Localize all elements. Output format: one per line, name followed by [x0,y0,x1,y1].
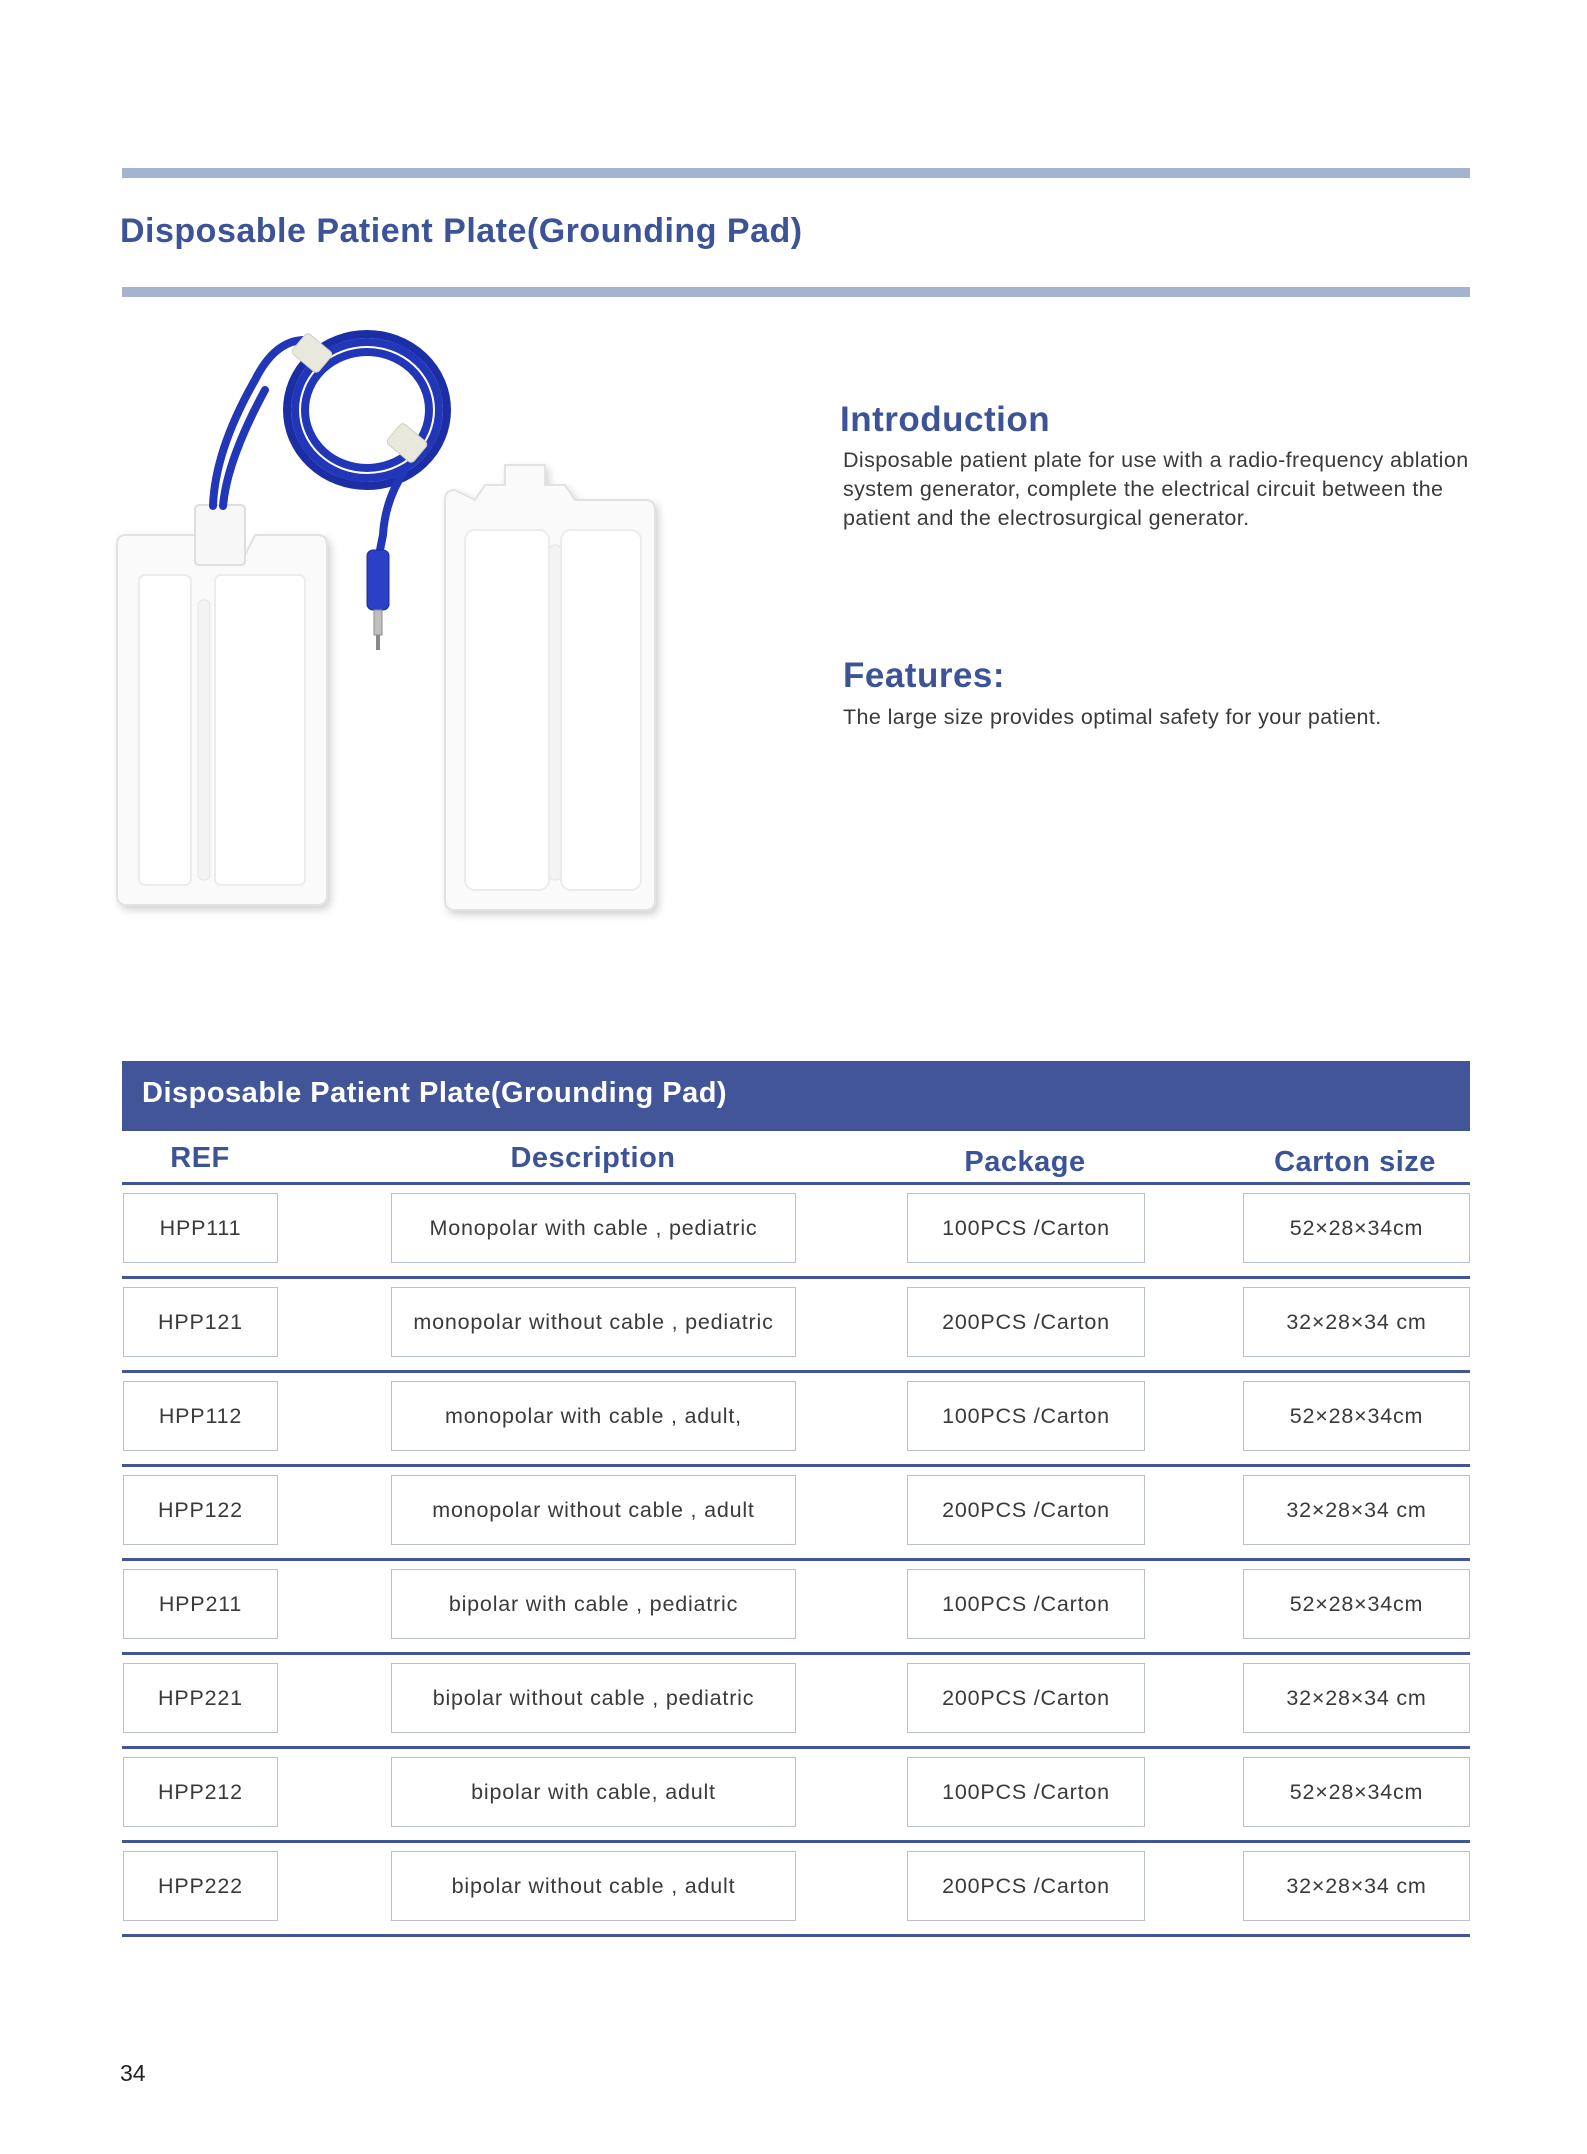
row-divider [122,1840,1470,1843]
cell-description: monopolar without cable , adult [391,1475,796,1545]
page-title: Disposable Patient Plate(Grounding Pad) [120,212,803,250]
features-heading: Features: [843,656,1006,695]
table-banner [122,1061,1470,1131]
cell-ref: HPP121 [123,1287,278,1357]
cell-package: 200PCS /Carton [907,1851,1145,1921]
introduction-heading: Introduction [840,400,1051,439]
column-header-package: Package [964,1146,1086,1178]
features-text: The large size provides optimal safety for your patient. [843,705,1382,729]
cell-carton-size: 52×28×34cm [1243,1569,1470,1639]
column-header-ref: REF [170,1142,230,1174]
cell-package: 100PCS /Carton [907,1381,1145,1451]
cell-carton-size: 32×28×34 cm [1243,1851,1470,1921]
cell-description: monopolar with cable , adult, [391,1381,796,1451]
row-divider [122,1464,1470,1467]
title-divider [122,287,1470,297]
page-number: 34 [120,2060,146,2086]
cell-ref: HPP112 [123,1381,278,1451]
row-divider [122,1276,1470,1279]
cell-carton-size: 32×28×34 cm [1243,1287,1470,1357]
cell-package: 100PCS /Carton [907,1757,1145,1827]
column-header-carton-size: Carton size [1274,1146,1436,1178]
cell-package: 200PCS /Carton [907,1475,1145,1545]
top-divider [122,168,1470,178]
cell-description: Monopolar with cable , pediatric [391,1193,796,1263]
cell-description: bipolar without cable , pediatric [391,1663,796,1733]
cell-package: 200PCS /Carton [907,1663,1145,1733]
cell-carton-size: 52×28×34cm [1243,1381,1470,1451]
cell-package: 100PCS /Carton [907,1193,1145,1263]
row-divider [122,1934,1470,1937]
cell-carton-size: 52×28×34cm [1243,1757,1470,1827]
table-title: Disposable Patient Plate(Grounding Pad) [142,1077,728,1109]
cell-description: bipolar with cable , pediatric [391,1569,796,1639]
row-divider [122,1370,1470,1373]
introduction-text: Disposable patient plate for use with a radio-frequency ablation system generator, complete the electrical circuit between the patient and the electrosurgical generator. [843,448,1469,530]
product-image [105,300,695,940]
row-divider [122,1746,1470,1749]
cell-ref: HPP222 [123,1851,278,1921]
cell-ref: HPP212 [123,1757,278,1827]
cell-ref: HPP122 [123,1475,278,1545]
cell-package: 100PCS /Carton [907,1569,1145,1639]
row-divider [122,1652,1470,1655]
cell-package: 200PCS /Carton [907,1287,1145,1357]
cell-carton-size: 32×28×34 cm [1243,1663,1470,1733]
cell-ref: HPP221 [123,1663,278,1733]
row-divider [122,1558,1470,1561]
column-header-description: Description [510,1142,676,1174]
cell-carton-size: 52×28×34cm [1243,1193,1470,1263]
cell-ref: HPP211 [123,1569,278,1639]
cell-ref: HPP111 [123,1193,278,1263]
cell-description: bipolar without cable , adult [391,1851,796,1921]
cell-description: monopolar without cable , pediatric [391,1287,796,1357]
cell-description: bipolar with cable, adult [391,1757,796,1827]
row-divider [122,1182,1470,1185]
cell-carton-size: 32×28×34 cm [1243,1475,1470,1545]
